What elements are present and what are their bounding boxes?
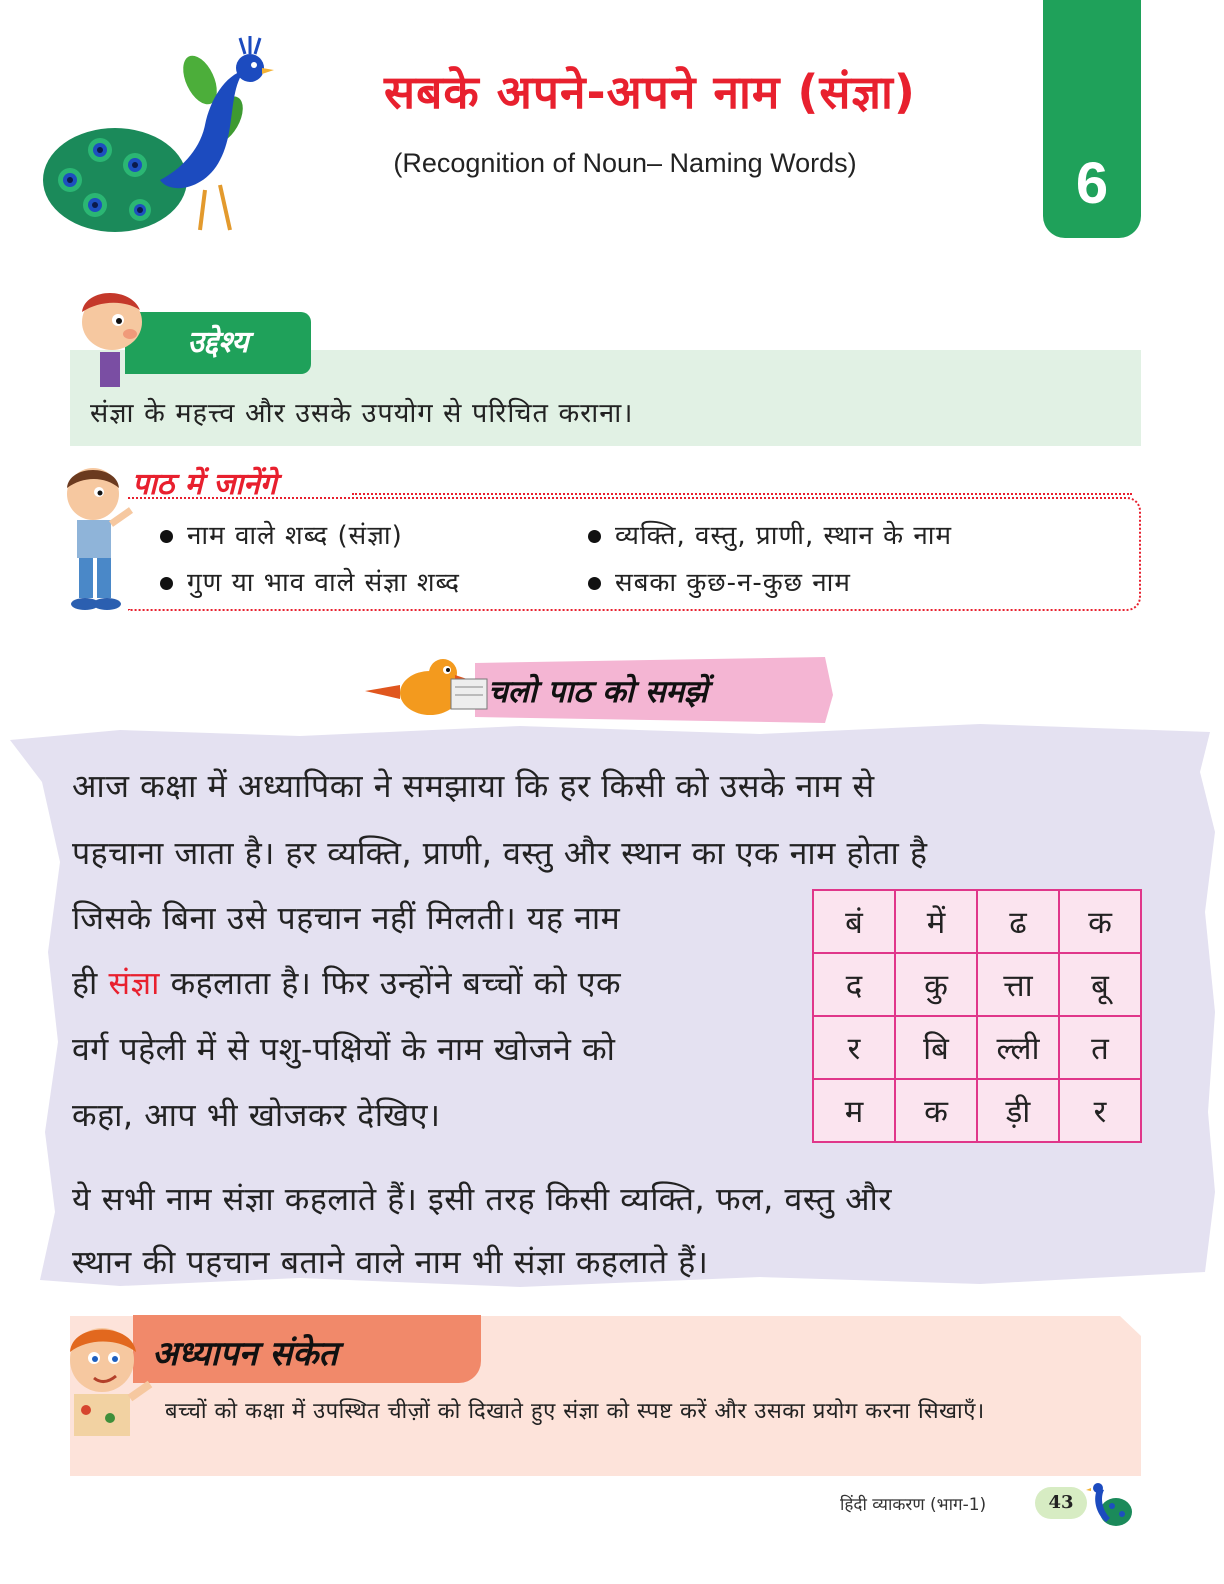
grid-cell: में [895,890,977,953]
peacock-beak [262,68,274,74]
grid-cell: र [1059,1079,1141,1142]
grid-cell: ढ [977,890,1059,953]
grid-cell: त्ता [977,953,1059,1016]
peacock-crest [240,36,260,54]
bird-reading-icon [365,659,487,715]
grid-row [813,890,1141,953]
boy-mascot-2 [55,462,135,612]
lesson-line-4: ही संज्ञा कहलाता है। फिर उन्होंने बच्चों को एक [72,964,622,1002]
objective-label: उद्देश्य [187,325,249,360]
lesson-line-6: कहा, आप भी खोजकर देखिए। [72,1096,441,1134]
learn-item: सबका कुछ-न-कुछ नाम [588,563,851,599]
lesson-line-7: ये सभी नाम संज्ञा कहलाते हैं। इसी तरह किसी व्यक्ति, फल, वस्तु और [72,1180,893,1218]
grid-cell: र [813,1016,895,1079]
footer-book-title: हिंदी व्याकरण (भाग-1) [840,1495,987,1515]
grid-cell: बं [813,890,895,953]
peacock-icon [1082,1478,1134,1532]
bullet-icon [588,577,601,590]
grid-row [813,1016,1141,1079]
page-number: 43 [1035,1487,1087,1519]
grid-cell: द [813,953,895,1016]
learn-title-underline [352,493,1132,495]
boy-mascot-3 [58,1318,154,1436]
peacock-eye [251,62,257,68]
grid-cell: त [1059,1016,1141,1079]
chapter-title: सबके अपने-अपने नाम (संज्ञा) [384,65,916,119]
teaching-hint-label: अध्यापन संकेत [152,1334,338,1374]
lesson-line-2: पहचाना जाता है। हर व्यक्ति, प्राणी, वस्तु और स्थान का एक नाम होता है [72,834,928,872]
learn-item: नाम वाले शब्द (संज्ञा) [160,516,403,552]
lesson-line-5: वर्ग पहेली में से पशु-पक्षियों के नाम खोजने को [72,1030,616,1068]
grid-cell: ल्ली [977,1016,1059,1079]
grid-cell: कु [895,953,977,1016]
bullet-icon [588,530,601,543]
objective-text: संज्ञा के महत्त्व और उसके उपयोग से परिचित कराना। [90,398,634,429]
peacock-head [236,54,264,82]
grid-cell: ड़ी [977,1079,1059,1142]
teaching-hint-text: बच्चों को कक्षा में उपस्थित चीज़ों को दिखाते हुए संज्ञा को स्पष्ट करें और उसका प्रयोग करना सिखाएँ। [165,1399,985,1424]
peacock-illustration [40,30,290,240]
grid-cell: म [813,1079,895,1142]
grid-cell: बि [895,1016,977,1079]
chapter-number: 6 [1075,151,1109,216]
grid-row [813,1079,1141,1142]
peacock-legs [200,185,230,230]
chapter-subtitle: (Recognition of Noun– Naming Words) [393,148,857,178]
grid-cell: क [1059,890,1141,953]
grid-cell: बू [1059,953,1141,1016]
bullet-icon [160,530,173,543]
learn-title: पाठ में जानेंगे [132,467,277,502]
learn-item: गुण या भाव वाले संज्ञा शब्द [160,563,460,599]
understand-title: चलो पाठ को समझें [488,674,708,710]
lesson-line-1: आज कक्षा में अध्यापिका ने समझाया कि हर किसी को उसके नाम से [72,767,875,805]
grid-cell: क [895,1079,977,1142]
bullet-icon [160,577,173,590]
lesson-line-8: स्थान की पहचान बताने वाले नाम भी संज्ञा कहलाते हैं। [72,1243,709,1281]
grid-row [813,953,1141,1016]
lesson-line-3: जिसके बिना उसे पहचान नहीं मिलती। यह नाम [72,899,621,937]
noun-highlight: संज्ञा [108,964,160,1002]
word-grid-puzzle [812,889,1142,1143]
learn-item: व्यक्ति, वस्तु, प्राणी, स्थान के नाम [588,516,952,552]
